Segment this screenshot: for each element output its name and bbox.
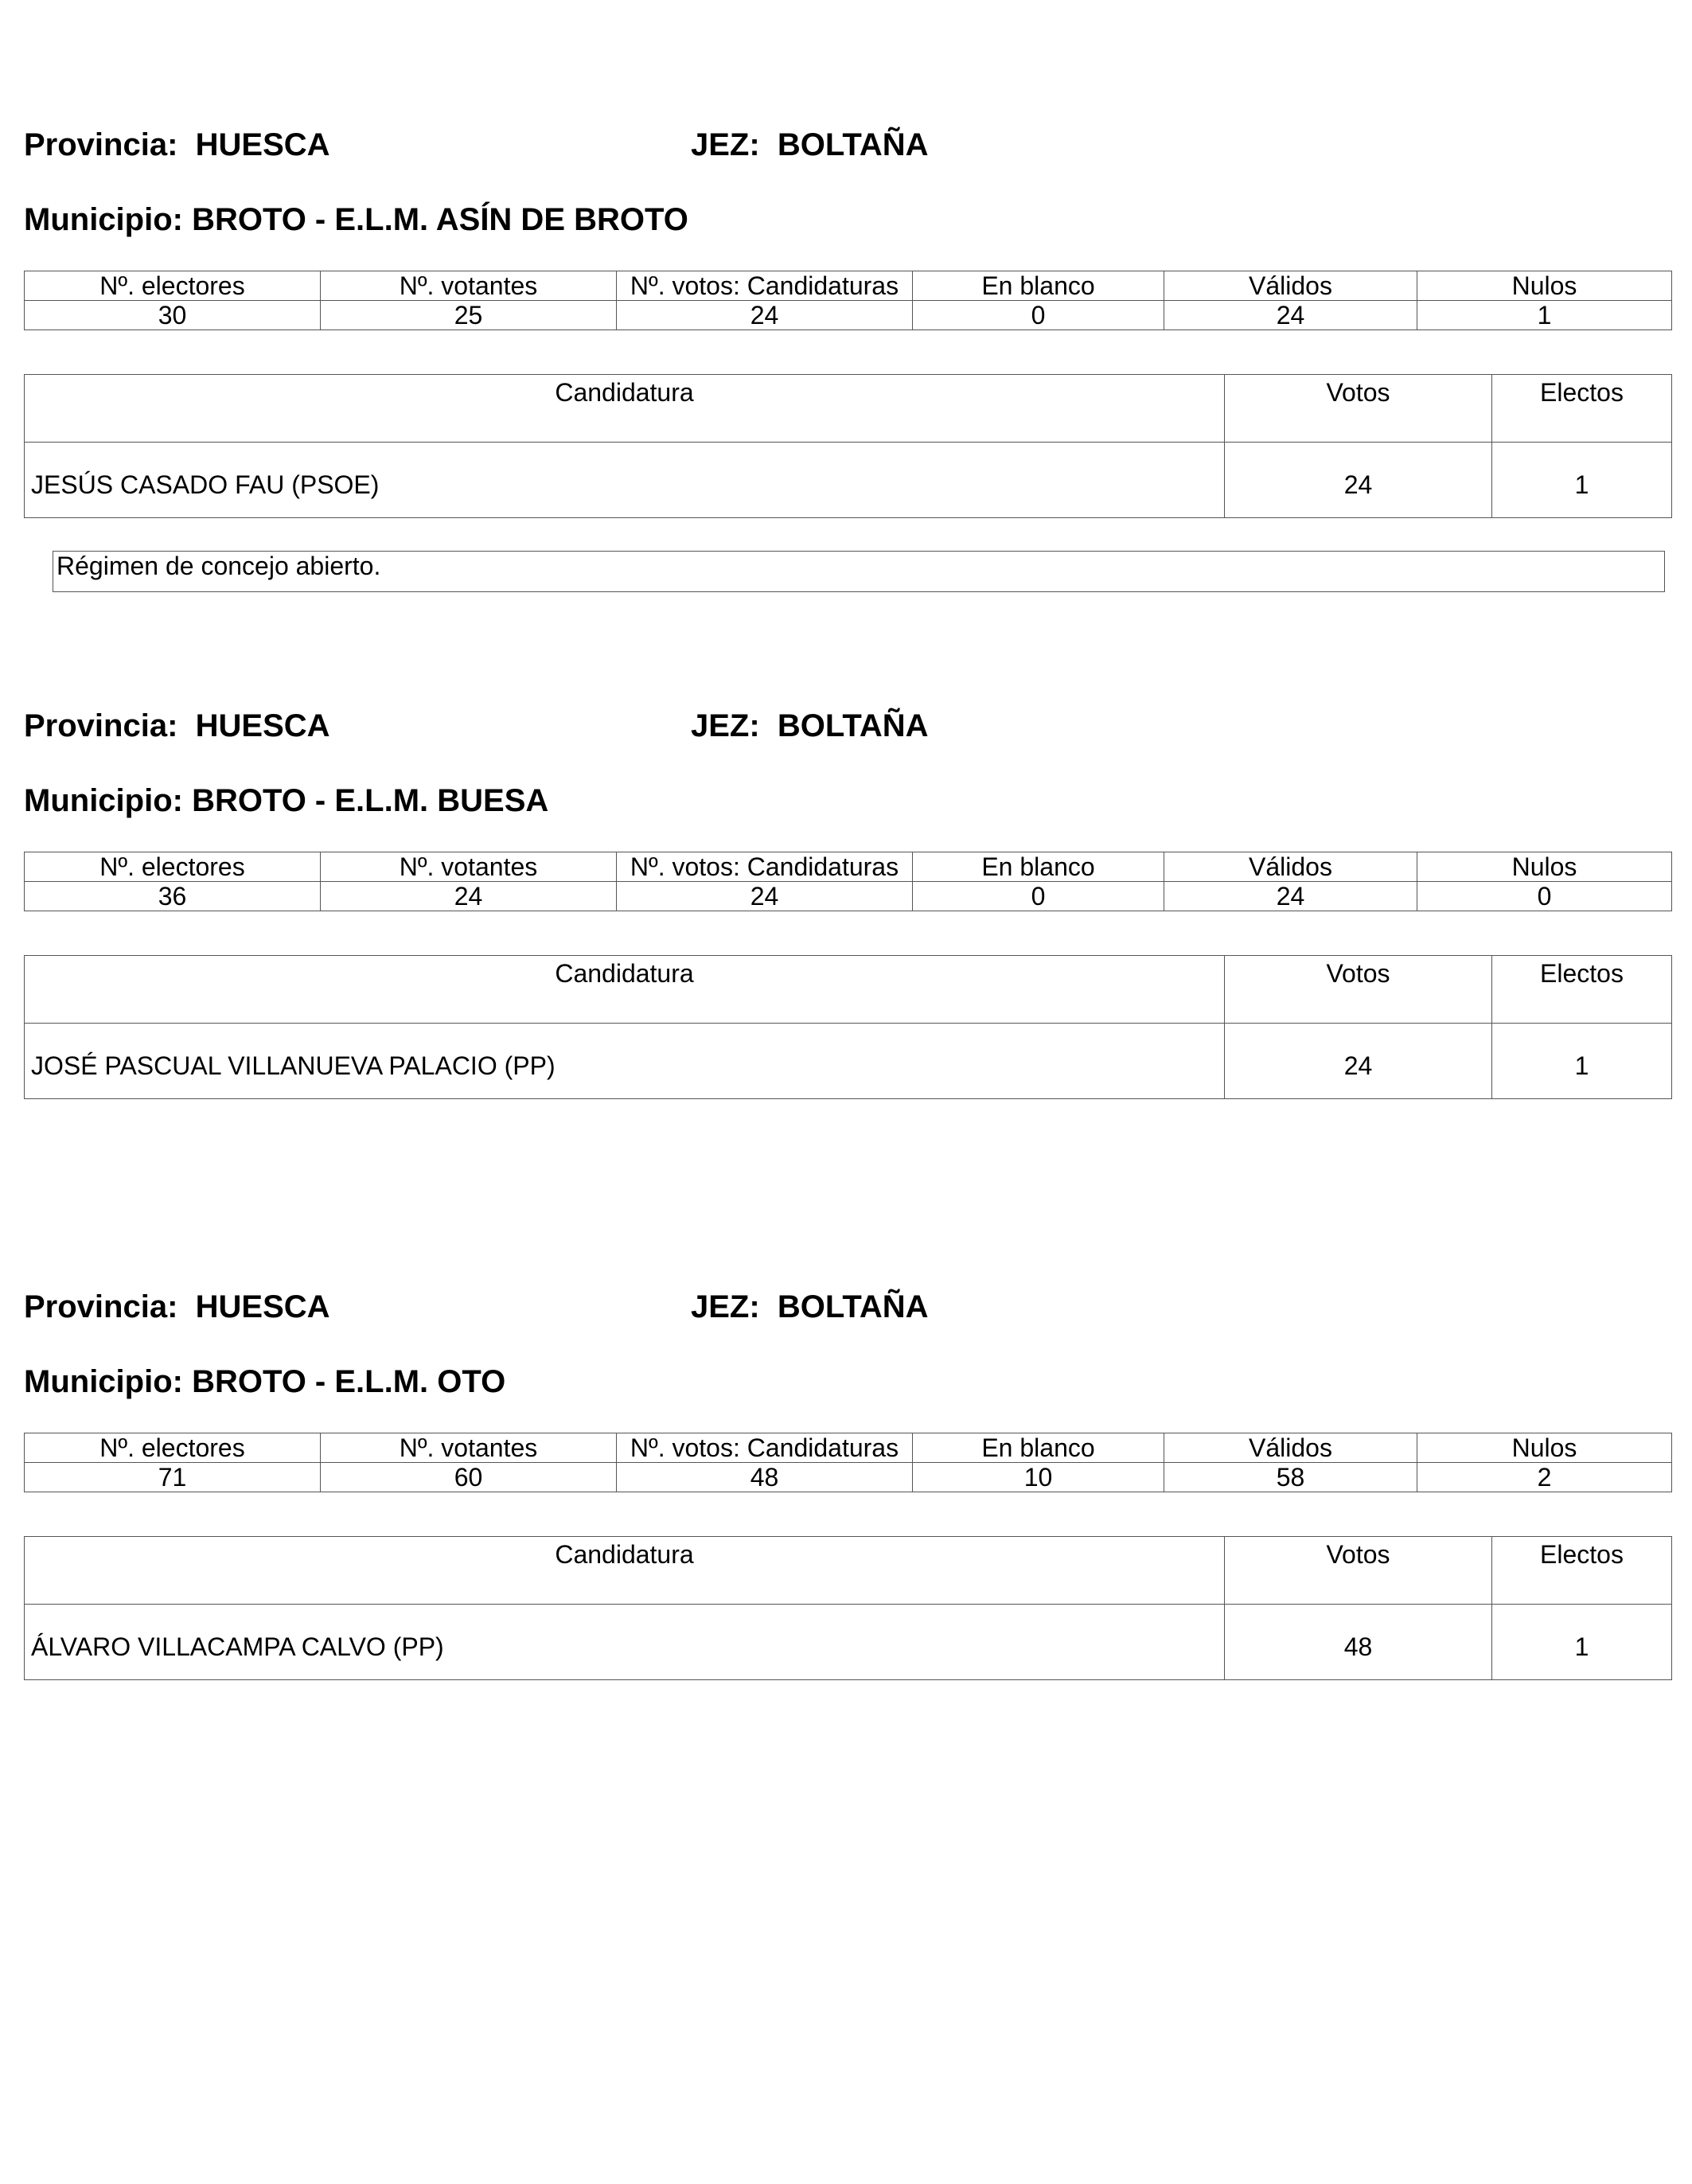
stats-header-cell: Nº. votos: Candidaturas xyxy=(617,1433,913,1463)
provincia-value: HUESCA xyxy=(195,1289,330,1324)
jez-line xyxy=(691,708,929,743)
candidates-header-row xyxy=(25,1537,1672,1605)
stats-value-row xyxy=(25,882,1672,911)
stats-header-cell: Válidos xyxy=(1164,852,1417,882)
candidatura-header: Candidatura xyxy=(25,375,1225,443)
municipio-label: Municipio: xyxy=(24,783,183,818)
stats-header-cell: Nº. votos: Candidaturas xyxy=(617,852,913,882)
candidatura-header: Candidatura xyxy=(25,956,1225,1024)
candidate-name: ÁLVARO VILLACAMPA CALVO (PP) xyxy=(25,1605,1225,1680)
stats-value-row xyxy=(25,301,1672,330)
candidates-header-row xyxy=(25,375,1672,443)
stats-header-cell: Nº. electores xyxy=(25,852,321,882)
stats-header-row xyxy=(25,852,1672,882)
stats-header-cell: Nº. electores xyxy=(25,271,321,301)
provincia-value: HUESCA xyxy=(195,708,330,743)
stats-value-cell: 25 xyxy=(321,301,617,330)
candidatura-header: Candidatura xyxy=(25,1537,1225,1605)
electos-header: Electos xyxy=(1492,375,1672,443)
stats-value-cell: 24 xyxy=(617,301,913,330)
stats-header-cell: Nulos xyxy=(1417,1433,1672,1463)
candidate-electos: 1 xyxy=(1492,443,1672,518)
candidate-votos: 48 xyxy=(1225,1605,1492,1680)
candidate-name: JOSÉ PASCUAL VILLANUEVA PALACIO (PP) xyxy=(25,1024,1225,1099)
candidates-table xyxy=(24,1536,1672,1680)
provincia-label: Provincia: xyxy=(24,1289,178,1324)
jez-label: JEZ: xyxy=(691,708,760,743)
electos-header: Electos xyxy=(1492,956,1672,1024)
stats-value-cell: 0 xyxy=(913,301,1164,330)
municipio-line xyxy=(24,202,688,237)
jez-value: BOLTAÑA xyxy=(777,1289,929,1324)
jez-value: BOLTAÑA xyxy=(777,708,929,743)
provincia-line xyxy=(24,1289,330,1324)
note-box: Régimen de concejo abierto. xyxy=(53,551,1665,592)
stats-value-cell: 24 xyxy=(617,882,913,911)
candidate-votos: 24 xyxy=(1225,443,1492,518)
votos-header: Votos xyxy=(1225,956,1492,1024)
candidate-name: JESÚS CASADO FAU (PSOE) xyxy=(25,443,1225,518)
provincia-label: Provincia: xyxy=(24,708,178,743)
provincia-label: Provincia: xyxy=(24,127,178,162)
municipio-line xyxy=(24,1364,505,1399)
jez-label: JEZ: xyxy=(691,127,760,162)
stats-header-cell: Nulos xyxy=(1417,852,1672,882)
candidate-votos: 24 xyxy=(1225,1024,1492,1099)
candidates-table xyxy=(24,955,1672,1099)
candidate-electos: 1 xyxy=(1492,1605,1672,1680)
stats-value-cell: 1 xyxy=(1417,301,1672,330)
jez-line xyxy=(691,127,929,162)
jez-value: BOLTAÑA xyxy=(777,127,929,162)
provincia-value: HUESCA xyxy=(195,127,330,162)
jez-label: JEZ: xyxy=(691,1289,760,1324)
stats-table xyxy=(24,271,1672,330)
municipio-line xyxy=(24,783,548,818)
stats-value-cell: 10 xyxy=(913,1463,1164,1492)
candidate-row xyxy=(25,1605,1672,1680)
votos-header: Votos xyxy=(1225,375,1492,443)
stats-header-row xyxy=(25,271,1672,301)
stats-value-cell: 36 xyxy=(25,882,321,911)
stats-value-cell: 48 xyxy=(617,1463,913,1492)
stats-header-cell: En blanco xyxy=(913,852,1164,882)
votos-header: Votos xyxy=(1225,1537,1492,1605)
candidate-row xyxy=(25,443,1672,518)
stats-value-cell: 30 xyxy=(25,301,321,330)
stats-header-cell: Válidos xyxy=(1164,1433,1417,1463)
candidates-header-row xyxy=(25,956,1672,1024)
electos-header: Electos xyxy=(1492,1537,1672,1605)
stats-value-cell: 24 xyxy=(321,882,617,911)
municipio-value: BROTO - E.L.M. BUESA xyxy=(192,783,549,818)
stats-header-cell: Nulos xyxy=(1417,271,1672,301)
stats-header-cell: Nº. votantes xyxy=(321,852,617,882)
stats-value-cell: 24 xyxy=(1164,301,1417,330)
jez-line xyxy=(691,1289,929,1324)
municipio-value: BROTO - E.L.M. OTO xyxy=(192,1364,506,1399)
stats-header-cell: Nº. votos: Candidaturas xyxy=(617,271,913,301)
stats-value-cell: 0 xyxy=(1417,882,1672,911)
candidate-row xyxy=(25,1024,1672,1099)
stats-value-cell: 71 xyxy=(25,1463,321,1492)
stats-value-cell: 2 xyxy=(1417,1463,1672,1492)
municipio-label: Municipio: xyxy=(24,202,183,237)
stats-header-cell: En blanco xyxy=(913,271,1164,301)
stats-header-cell: Nº. electores xyxy=(25,1433,321,1463)
stats-value-cell: 0 xyxy=(913,882,1164,911)
stats-header-row xyxy=(25,1433,1672,1463)
stats-value-cell: 24 xyxy=(1164,882,1417,911)
stats-table xyxy=(24,1433,1672,1492)
candidate-electos: 1 xyxy=(1492,1024,1672,1099)
municipio-label: Municipio: xyxy=(24,1364,183,1399)
stats-header-cell: Válidos xyxy=(1164,271,1417,301)
stats-value-cell: 60 xyxy=(321,1463,617,1492)
stats-value-cell: 58 xyxy=(1164,1463,1417,1492)
stats-header-cell: En blanco xyxy=(913,1433,1164,1463)
provincia-line xyxy=(24,127,330,162)
stats-header-cell: Nº. votantes xyxy=(321,1433,617,1463)
stats-table xyxy=(24,852,1672,911)
stats-value-row xyxy=(25,1463,1672,1492)
candidates-table xyxy=(24,374,1672,518)
provincia-line xyxy=(24,708,330,743)
municipio-value: BROTO - E.L.M. ASÍN DE BROTO xyxy=(192,202,688,237)
stats-header-cell: Nº. votantes xyxy=(321,271,617,301)
